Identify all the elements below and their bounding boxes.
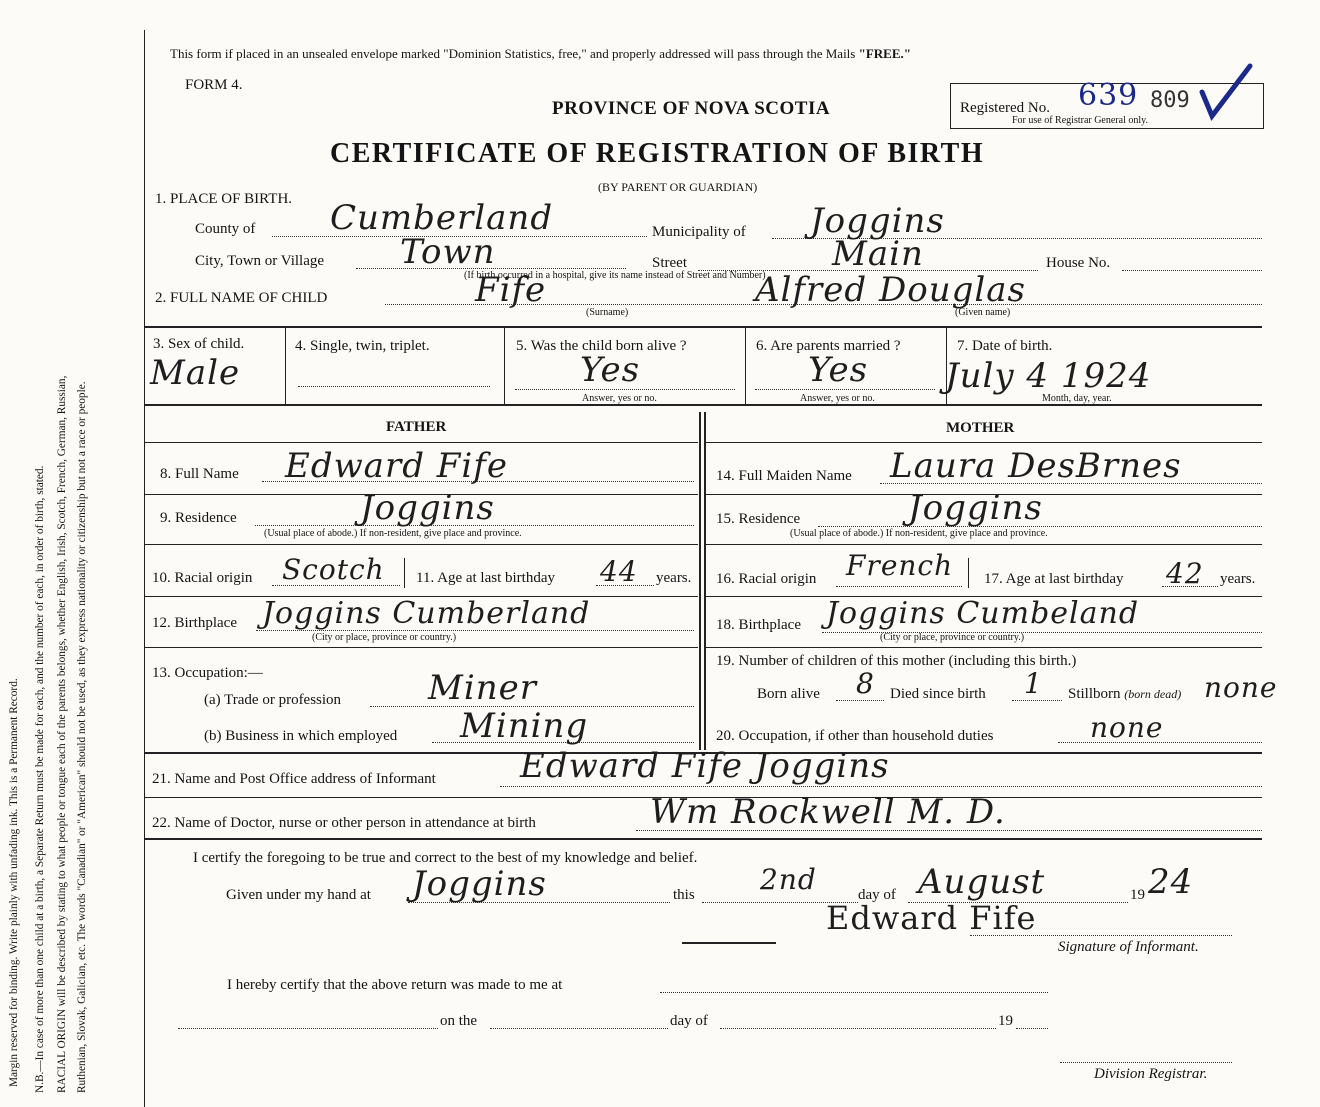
registrar-caption: Division Registrar. xyxy=(1094,1066,1208,1082)
day-value: 2nd xyxy=(760,863,817,896)
mother-birthplace-caption: (City or place, province or country.) xyxy=(880,632,1025,643)
father-age-value: 44 xyxy=(600,555,638,588)
stillborn-label xyxy=(1068,685,1181,703)
father-residence-label: 9. Residence xyxy=(160,510,237,526)
checkmark-icon xyxy=(1196,62,1256,122)
mail-notice xyxy=(170,46,911,62)
margin-note-line: Ruthenian, Slovak, Galician, etc. The words "Canadian" or "American" should not be used, as they express nationality or citizenship but not a race or people. xyxy=(76,381,88,1093)
mother-age-value: 42 xyxy=(1166,557,1204,590)
born-alive-value: Yes xyxy=(580,350,641,390)
city-value: Town xyxy=(400,232,496,272)
child-given-name: Alfred Douglas xyxy=(755,270,1026,310)
mother-occupation-value: none xyxy=(1090,711,1164,744)
year-prefix: 19 xyxy=(1130,887,1145,903)
child-surname: Fife xyxy=(475,270,547,310)
father-business-label: (b) Business in which employed xyxy=(204,728,398,744)
informant-value: Edward Fife Joggins xyxy=(520,746,890,786)
born-alive-count-label: Born alive xyxy=(757,686,820,702)
father-birthplace-label: 12. Birthplace xyxy=(152,615,237,631)
given-place-value: Joggins xyxy=(412,864,547,904)
mother-racial-value: French xyxy=(846,549,954,582)
mother-age-label: 17. Age at last birthday xyxy=(984,571,1124,587)
mother-children-label: 19. Number of children of this mother (including this birth.) xyxy=(716,653,1077,669)
registered-label: Registered No. xyxy=(960,100,1050,116)
father-name-label: 8. Full Name xyxy=(160,466,239,482)
father-age-label: 11. Age at last birthday xyxy=(416,570,555,586)
registrar-statement: I hereby certify that the above return was made to me at xyxy=(227,977,563,993)
registrar-on-the: on the xyxy=(440,1013,478,1029)
margin-note-line: RACIAL ORIGIN will be described by stating to what people or tongue each of the parents belongs, whether English, Irish, Scotch, French, German, Russian, xyxy=(56,375,68,1093)
father-name-value: Edward Fife xyxy=(285,446,508,486)
surname-caption: (Surname) xyxy=(586,307,629,318)
dob-label: 7. Date of birth. xyxy=(957,338,1053,354)
margin-note-line: Margin reserved for binding. Write plainly with unfading ink. This is a Permanent Record. xyxy=(8,678,20,1087)
informant-signature: Edward Fife xyxy=(826,899,1037,937)
father-heading: FATHER xyxy=(386,419,447,435)
street-value: Main xyxy=(832,234,924,274)
month-value: August xyxy=(918,862,1046,902)
province-heading: PROVINCE OF NOVA SCOTIA xyxy=(552,98,831,119)
father-racial-value: Scotch xyxy=(282,553,385,586)
registrar-day-of: day of xyxy=(670,1013,708,1029)
mother-residence-label: 15. Residence xyxy=(716,511,801,527)
married-label: 6. Are parents married ? xyxy=(756,338,901,354)
county-label: County of xyxy=(195,221,256,237)
father-business-value: Mining xyxy=(460,706,589,746)
informant-label: 21. Name and Post Office address of Informant xyxy=(152,771,436,787)
stillborn-label-text: Stillborn xyxy=(1068,686,1121,702)
married-caption: Answer, yes or no. xyxy=(800,393,875,404)
father-occupation-label: 13. Occupation:— xyxy=(152,665,263,681)
given-under-label: Given under my hand at xyxy=(226,887,371,903)
father-racial-label: 10. Racial origin xyxy=(152,570,253,586)
mother-birthplace-label: 18. Birthplace xyxy=(716,617,801,633)
signature-caption: Signature of Informant. xyxy=(1058,939,1199,955)
sex-label: 3. Sex of child. xyxy=(153,336,245,352)
father-birthplace-value: Joggins Cumberland xyxy=(262,596,591,631)
registrar-use-note: For use of Registrar General only. xyxy=(1012,115,1148,126)
free-label: "FREE." xyxy=(858,46,911,61)
doctor-value: Wm Rockwell M. D. xyxy=(650,792,1006,832)
registrar-year-prefix: 19 xyxy=(998,1013,1013,1029)
registered-number: 639 xyxy=(1078,78,1139,113)
stillborn-note: (born dead) xyxy=(1124,687,1182,701)
county-value: Cumberland xyxy=(330,198,554,238)
registered-stamp: 809 xyxy=(1150,88,1190,113)
city-label: City, Town or Village xyxy=(195,253,325,269)
mother-racial-label: 16. Racial origin xyxy=(716,571,817,587)
born-alive-label: 5. Was the child born alive ? xyxy=(516,338,687,354)
mother-occupation-label: 20. Occupation, if other than household duties xyxy=(716,728,994,744)
certificate-title: CERTIFICATE OF REGISTRATION OF BIRTH xyxy=(330,138,985,169)
father-birthplace-caption: (City or place, province or country.) xyxy=(312,632,457,643)
married-value: Yes xyxy=(808,350,869,390)
mother-birthplace-value: Joggins Cumbeland xyxy=(826,596,1140,631)
father-trade-label: (a) Trade or profession xyxy=(204,692,342,708)
municipality-value: Joggins xyxy=(810,201,945,241)
dob-value: July 4 1924 xyxy=(945,356,1152,396)
died-count: 1 xyxy=(1024,667,1043,700)
stillborn-count: none xyxy=(1204,671,1278,704)
plurality-label: 4. Single, twin, triplet. xyxy=(295,338,430,354)
form-number: FORM 4. xyxy=(185,77,243,93)
house-number-label: House No. xyxy=(1046,255,1111,271)
day-of-label: day of xyxy=(858,887,896,903)
given-name-caption: (Given name) xyxy=(955,307,1011,318)
mother-heading: MOTHER xyxy=(946,420,1015,436)
born-alive-count: 8 xyxy=(856,667,875,700)
died-label: Died since birth xyxy=(890,686,986,702)
dob-caption: Month, day, year. xyxy=(1042,393,1112,404)
this-label: this xyxy=(673,887,695,903)
father-residence-value: Joggins xyxy=(360,488,495,528)
father-residence-caption: (Usual place of abode.) If non-resident, give place and province. xyxy=(264,528,522,539)
doctor-label: 22. Name of Doctor, nurse or other person in attendance at birth xyxy=(152,815,536,831)
year-value: 24 xyxy=(1148,862,1194,902)
mother-age-suffix: years. xyxy=(1220,571,1256,587)
place-of-birth-heading: 1. PLACE OF BIRTH. xyxy=(155,191,293,207)
born-alive-caption: Answer, yes or no. xyxy=(582,393,657,404)
father-trade-value: Miner xyxy=(428,668,537,708)
mother-residence-caption: (Usual place of abode.) If non-resident, give place and province. xyxy=(790,528,1048,539)
mother-name-value: Laura DesBrnes xyxy=(890,446,1182,486)
sex-value: Male xyxy=(150,353,241,393)
mother-residence-value: Joggins xyxy=(908,488,1043,528)
hospital-note: (If birth occurred in a hospital, give its name instead of Street and Number) xyxy=(464,270,766,281)
father-age-suffix: years. xyxy=(656,570,692,586)
margin-note xyxy=(0,0,145,1107)
certificate-subtitle: (BY PARENT OR GUARDIAN) xyxy=(598,180,758,194)
mother-name-label: 14. Full Maiden Name xyxy=(716,468,852,484)
street-label: Street xyxy=(652,255,687,271)
municipality-label: Municipality of xyxy=(652,224,746,240)
certify-statement: I certify the foregoing to be true and correct to the best of my knowledge and belief. xyxy=(193,850,698,866)
child-name-label: 2. FULL NAME OF CHILD xyxy=(155,290,328,306)
margin-note-line: N.B.—In case of more than one child at a birth, a Separate Return must be made for each, and the number of each, in order of birth, stated. xyxy=(34,465,46,1093)
mail-notice-text: This form if placed in an unsealed envelope marked "Dominion Statistics, free," and properly addressed will pass through the Mails xyxy=(170,46,856,61)
